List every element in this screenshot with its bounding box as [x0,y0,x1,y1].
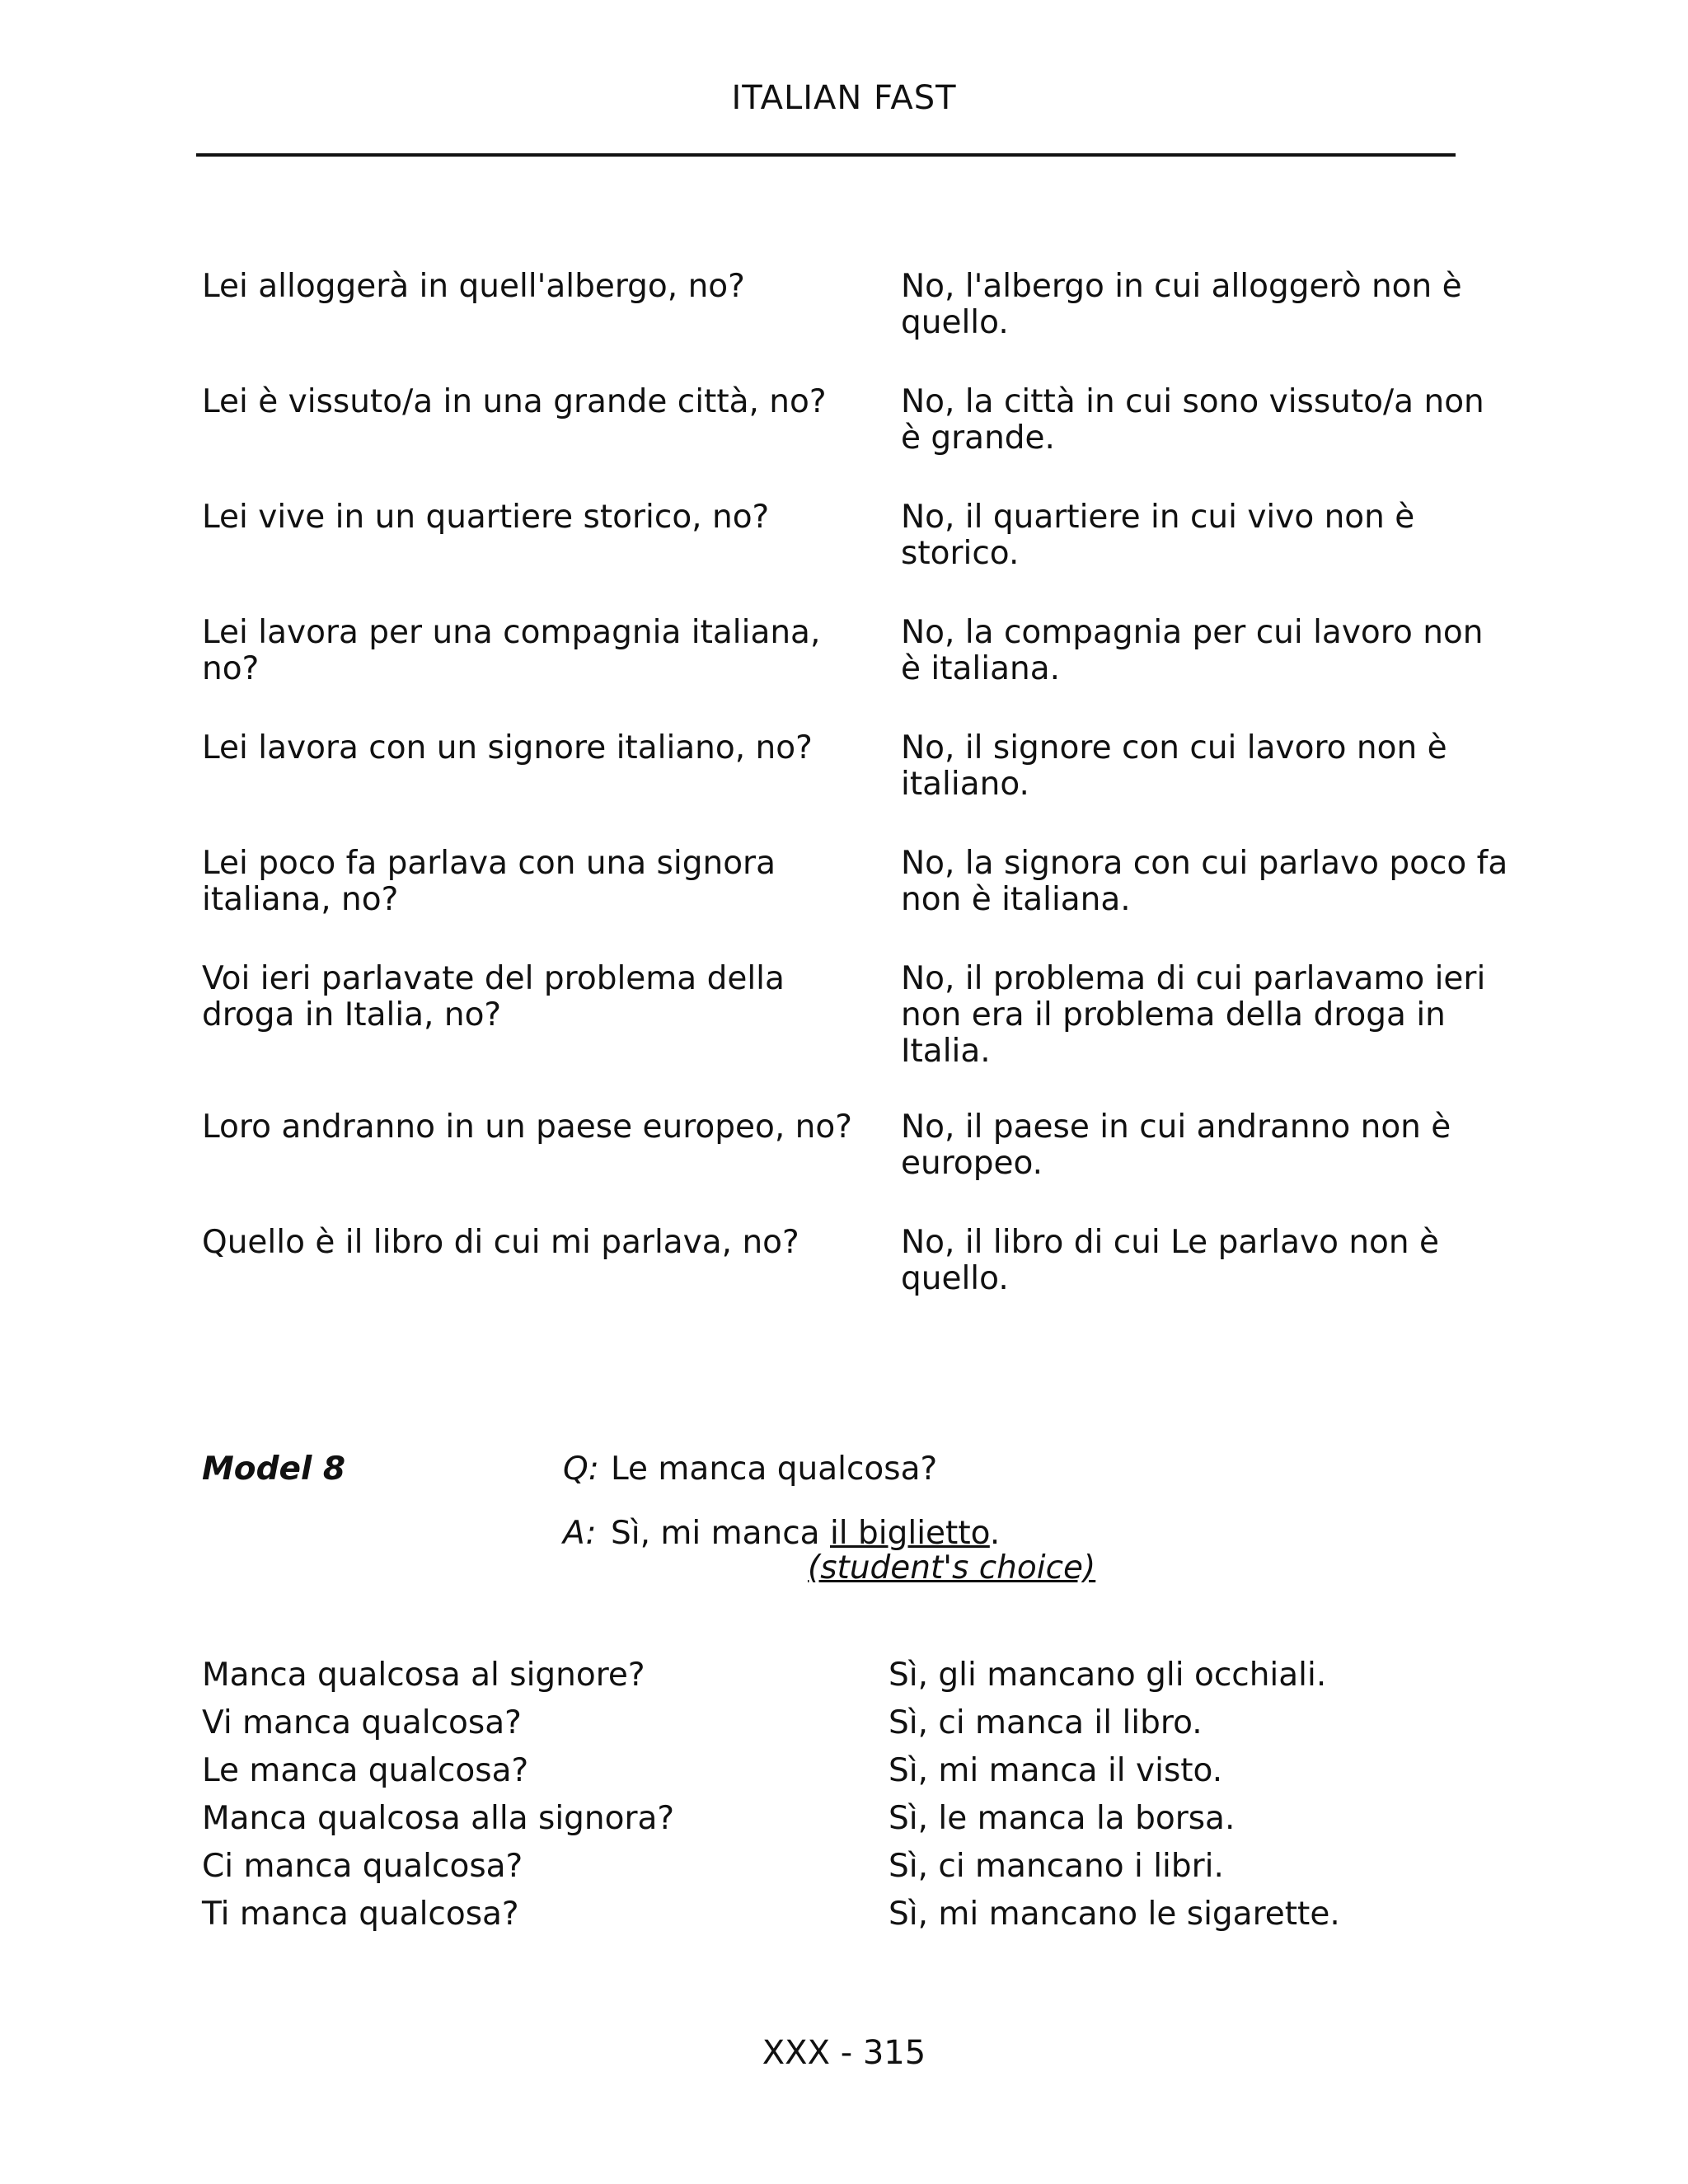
model-answer-label: A: [563,1515,597,1552]
drill-answer: No, la signora con cui parlavo poco fa non è italiana. [901,845,1508,918]
model-answer-suffix: . [989,1515,1001,1552]
drill-question: Quello è il libro di cui mi parlava, no? [202,1224,799,1261]
list-question: Ci manca qualcosa? [202,1848,523,1885]
drill-answer: No, l'albergo in cui alloggerò non è quello. [901,268,1462,341]
list-answer: Sì, mi mancano le sigarette. [889,1896,1340,1933]
drill-answer: No, il paese in cui andranno non è europeo. [901,1108,1451,1182]
drill-answer: No, il libro di cui Le parlavo non è quello. [901,1224,1440,1297]
drill-question: Lei alloggerà in quell'albergo, no? [202,268,745,305]
drill-question: Lei è vissuto/a in una grande città, no? [202,383,827,420]
drill-question: Lei vive in un quartiere storico, no? [202,499,770,536]
model-note: (student's choice) [808,1549,1096,1586]
drill-answer: No, il quartiere in cui vivo non è storico. [901,499,1415,572]
list-item [0,1704,1688,1752]
list-answer: Sì, ci mancano i libri. [889,1848,1224,1885]
drill-question: Voi ieri parlavate del problema della droga in Italia, no? [202,960,785,1033]
list-item [0,1896,1688,1943]
header-divider [196,153,1456,157]
drill-answer: No, la compagnia per cui lavoro non è italiana. [901,614,1484,687]
list-item [0,1657,1688,1704]
list-item [0,1800,1688,1848]
list-item [0,1848,1688,1896]
list-answer: Sì, mi manca il visto. [889,1752,1223,1789]
list-item [0,1752,1688,1800]
page-header-title: ITALIAN FAST [731,79,957,117]
drill-question: Lei poco fa parlava con una signora italiana, no? [202,845,776,918]
page-number: XXX - 315 [762,2034,926,2072]
list-answer: Sì, le manca la borsa. [889,1800,1236,1837]
drill-question: Loro andranno in un paese europeo, no? [202,1108,852,1146]
drill-answer: No, la città in cui sono vissuto/a non è grande. [901,383,1484,457]
model-question-label: Q: [563,1451,599,1488]
drill-answer: No, il problema di cui parlavamo ieri non era il problema della droga in Italia. [901,960,1486,1070]
model-question-text: Le manca qualcosa? [611,1451,938,1488]
list-question: Manca qualcosa al signore? [202,1657,645,1694]
drill-question: Lei lavora per una compagnia italiana, no? [202,614,821,687]
model-label: Model 8 [202,1451,346,1488]
list-answer: Sì, ci manca il libro. [889,1704,1203,1741]
model-answer [563,1515,1000,1552]
model-answer-choice: il biglietto [829,1515,990,1552]
drill-question: Lei lavora con un signore italiano, no? [202,729,813,766]
model-question [563,1451,937,1488]
list-question: Vi manca qualcosa? [202,1704,522,1741]
list-answer: Sì, gli mancano gli occhiali. [889,1657,1327,1694]
drill-answer: No, il signore con cui lavoro non è italiano. [901,729,1447,803]
list-question: Manca qualcosa alla signora? [202,1800,675,1837]
list-question: Ti manca qualcosa? [202,1896,519,1933]
list-question: Le manca qualcosa? [202,1752,529,1789]
model-answer-prefix: Sì, mi manca [611,1515,820,1552]
